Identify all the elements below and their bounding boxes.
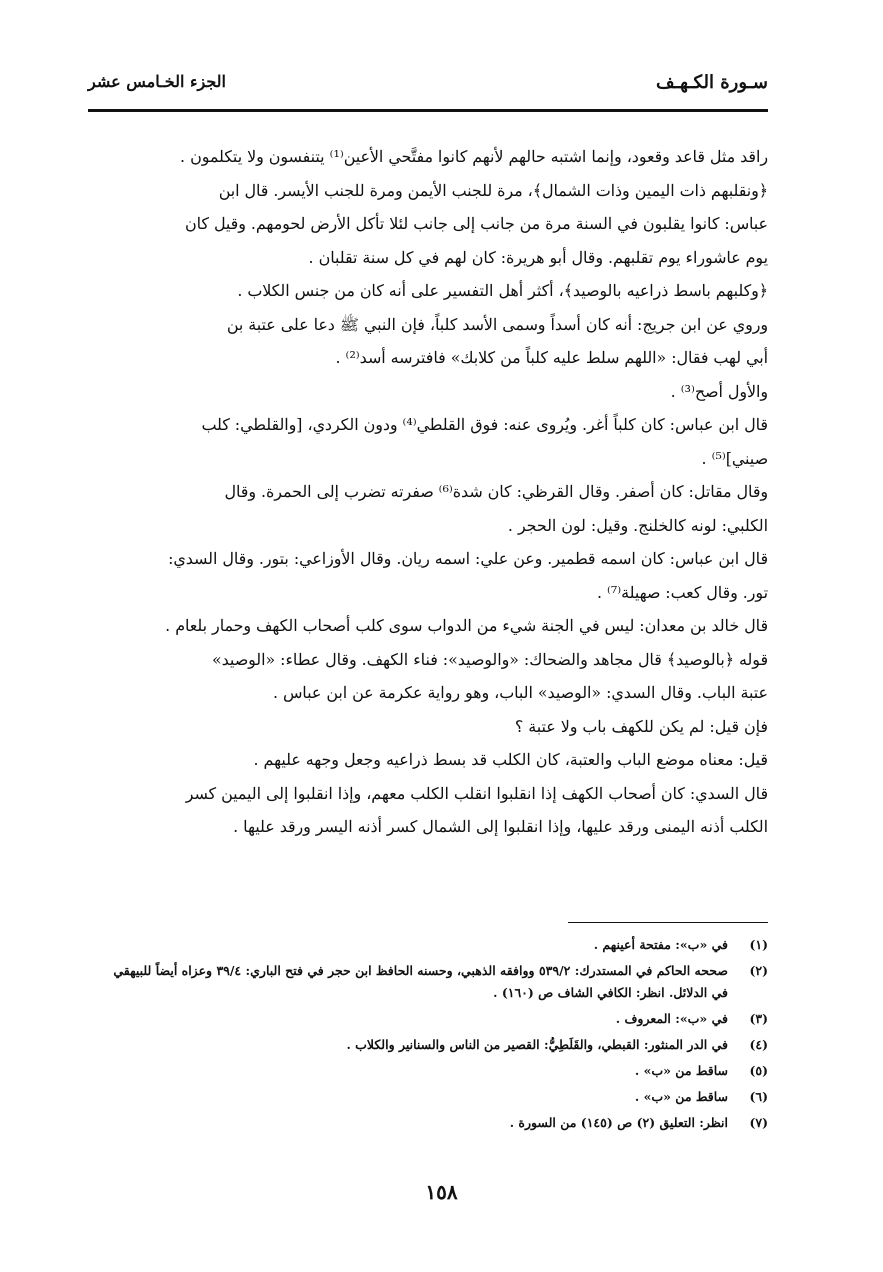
body-line: يوم عاشوراء يوم تقلبهم. وقال أبو هريرة: كان لهم في كل سنة تقلبان .: [308, 247, 768, 267]
body-line: قوله ﴿بالوصيد﴾ قال مجاهد والضحاك: «والوصيد»: فناء الكهف. وقال عطاء: «الوصيد»: [211, 649, 768, 669]
footnote-number: (٤): [749, 1037, 768, 1052]
body-line: وروي عن ابن جريج: أنه كان أسداً وسمى الأسد كلباً، فإن النبي ﷺ دعا على عتبة بن: [226, 314, 768, 334]
footnote-text: صححه الحاكم في المستدرك: ٥٣٩/٢ ووافقه الذهبي، وحسنه الحافظ ابن حجر في فتح الباري: ٣٩/٤ وعزاه أيضاً للبيهقي: [113, 963, 728, 978]
body-line: ﴿ونقلبهم ذات اليمين وذات الشمال﴾، مرة للجنب الأيمن ومرة للجنب الأيسر. قال ابن: [218, 180, 768, 200]
footnote: [88, 1061, 768, 1081]
footnote-number: (٦): [749, 1089, 768, 1104]
footnote: [88, 1113, 768, 1133]
footnote-text: انظر: التعليق (٢) ص (١٤٥) من السورة .: [509, 1115, 728, 1130]
page-number: ١٥٨: [425, 1180, 458, 1204]
footnote: [88, 1087, 768, 1107]
footnote-text: ساقط من «ب» .: [634, 1089, 728, 1104]
footnote-number: (٧): [749, 1115, 768, 1130]
footnote-text: في «ب»: مفتحة أعينهم .: [593, 937, 728, 952]
body-line: عتبة الباب. وقال السدي: «الوصيد» الباب، وهو رواية عكرمة عن ابن عباس .: [272, 683, 768, 702]
body-line: عباس: كانوا يقلبون في السنة مرة من جانب إلى جانب لئلا تأكل الأرض لحومهم. وقيل كان: [184, 214, 768, 233]
body-line: الكلب أذنه اليمنى ورقد عليها، وإذا انقلبوا إلى الشمال كسر أذنه اليسر ورقد عليها .: [233, 817, 768, 836]
footnote: [88, 1009, 768, 1029]
body-line: قال ابن عباس: كان كلباً أغر. ويُروى عنه: فوق القلطي⁽⁴⁾ ودون الكردي، [والقلطي: كلب: [201, 415, 768, 434]
footnote-number: (١): [749, 937, 768, 952]
footnote-text: في الدر المنثور: القبطي، والقَلَطِيُّ: القصير من الناس والسنانير والكلاب .: [346, 1037, 728, 1052]
body-line: قيل: معناه موضع الباب والعتبة، كان الكلب قد بسط ذراعيه وجعل وجهه عليهم .: [253, 750, 768, 769]
juz-title: الجزء الخـامس عشر: [88, 72, 226, 91]
footnote-text: في «ب»: المعروف .: [615, 1011, 728, 1026]
footnote: [88, 961, 768, 981]
footnotes: [88, 935, 768, 1139]
footnote-number: (٥): [749, 1063, 768, 1078]
body-line: قال خالد بن معدان: ليس في الجنة شيء من الدواب سوى كلب أصحاب الكهف وحمار بلعام .: [165, 616, 768, 635]
footnote: [88, 935, 768, 955]
footnote-number: (٢): [749, 963, 768, 978]
footnote-number: (٣): [749, 1011, 768, 1026]
running-header: [88, 72, 768, 100]
body-line: صيني]⁽⁵⁾ .: [701, 448, 768, 468]
body-line: أبي لهب فقال: «اللهم سلط عليه كلباً من كلابك» فافترسه أسد⁽²⁾ .: [335, 348, 768, 367]
body-text: [88, 140, 768, 844]
footnote-text: ساقط من «ب» .: [634, 1063, 728, 1078]
body-line: راقد مثل قاعد وقعود، وإنما اشتبه حالهم لأنهم كانوا مفتَّحي الأعين⁽¹⁾ يتنفسون ولا يتكلمون .: [180, 147, 768, 166]
footnote-continuation: في الدلائل. انظر: الكافي الشاف ص (١٦٠) .: [493, 985, 728, 1000]
body-line: ﴿وكلبهم باسط ذراعيه بالوصيد﴾، أكثر أهل التفسير على أنه كان من جنس الكلاب .: [237, 281, 768, 300]
body-line: قال السدي: كان أصحاب الكهف إذا انقلبوا انقلب الكلب معهم، وإذا انقلبوا إلى اليمين كسر: [185, 783, 768, 803]
body-line: والأول أصح⁽³⁾ .: [670, 381, 768, 401]
body-line: قال ابن عباس: كان اسمه قطمير. وعن علي: اسمه ريان. وقال الأوزاعي: بتور. وقال السدي:: [168, 549, 768, 568]
body-line: الكلبي: لونه كالخلنج. وقيل: لون الحجر .: [507, 515, 768, 535]
body-line: وقال مقاتل: كان أصفر. وقال القرظي: كان شدة⁽⁶⁾ صفرته تضرب إلى الحمرة. وقال: [224, 482, 768, 501]
header-rule: [88, 109, 768, 112]
body-line: فإن قيل: لم يكن للكهف باب ولا عتبة ؟: [514, 716, 768, 736]
footnote-separator: [568, 922, 768, 923]
footnote: [88, 1035, 768, 1055]
surah-title: سـورة الكـهـف: [656, 72, 768, 93]
body-line: تور. وقال كعب: صهيلة⁽⁷⁾ .: [596, 582, 768, 602]
